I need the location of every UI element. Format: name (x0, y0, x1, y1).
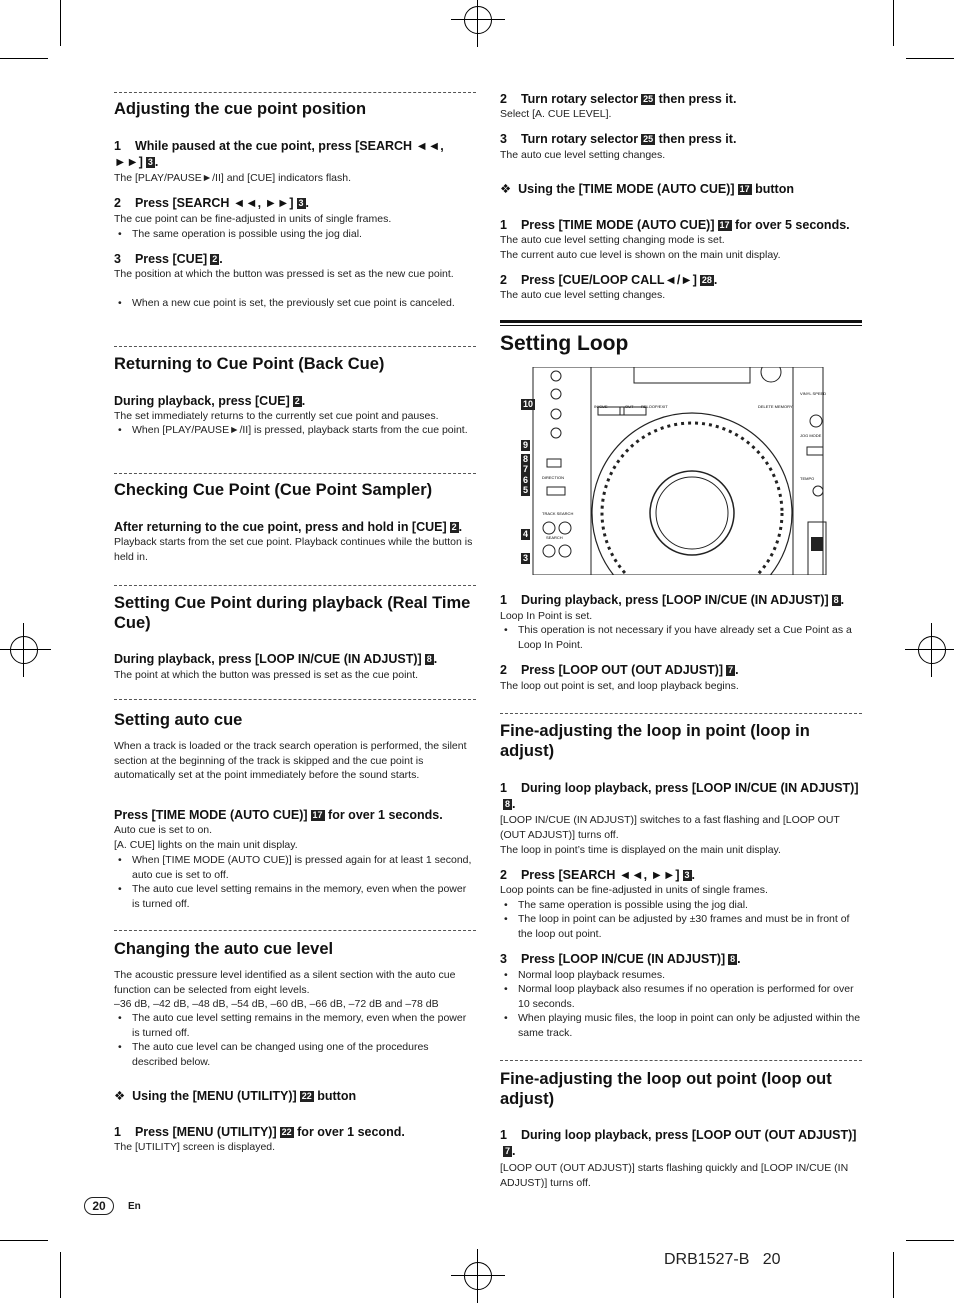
figure-callout: 4 (523, 529, 529, 539)
step-desc: The auto cue level setting changes. (500, 289, 666, 301)
paragraph: The acoustic pressure level identified as a silent section with the auto cue function can be selected from eight levels. (114, 969, 456, 996)
bullet: • When a new cue point is set, the previously set cue point is canceled. (114, 296, 476, 311)
svg-text:DELETE MEMORY: DELETE MEMORY (758, 404, 793, 409)
step-desc: The [PLAY/PAUSE►/II] and [CUE] indicators flash. (114, 172, 352, 184)
bullet: • The same operation is possible using the jog dial. (500, 898, 862, 913)
step-heading: Press [TIME MODE (AUTO CUE)] 17 for over 1 seconds. (114, 808, 443, 822)
document-code: DRB1527-B 20 (664, 1251, 781, 1268)
svg-text:IN/CUE: IN/CUE (594, 404, 608, 409)
page-number: 20 (84, 1197, 114, 1215)
step-desc: The current auto cue level is shown on the main unit display. (500, 249, 781, 261)
bullet: • The loop in point can be adjusted by ±30 frames and must be in front of the loop out point. (500, 912, 862, 941)
svg-text:TEMPO: TEMPO (800, 476, 815, 481)
section-title: Changing the auto cue level (114, 940, 334, 958)
registration-mark-bottom (464, 1262, 492, 1290)
step-heading: 3 Press [LOOP IN/CUE (IN ADJUST)] 8 . (500, 952, 741, 966)
step-desc: The loop in point’s time is displayed on the main unit display. (500, 844, 781, 856)
sub-heading: ❖ Using the [TIME MODE (AUTO CUE)] 17 button (500, 182, 794, 196)
figure-callout: 9 (523, 440, 529, 450)
device-figure (516, 367, 842, 575)
svg-text:TRACK SEARCH: TRACK SEARCH (542, 511, 574, 516)
step-desc: Loop In Point is set. (500, 610, 593, 622)
step-desc: The auto cue level setting changes. (500, 149, 666, 161)
step-desc: [LOOP OUT (OUT ADJUST)] starts flashing quickly and [LOOP IN/CUE (IN ADJUST)] turns off. (500, 1162, 849, 1189)
step-heading: 1 During loop playback, press [LOOP OUT (OUT ADJUST)]7 . (500, 1128, 857, 1158)
step-heading: 1 During loop playback, press [LOOP IN/CUE (IN ADJUST)]8 . (500, 781, 859, 811)
step-desc: The position at which the button was pressed is set as the new cue point. (114, 268, 454, 280)
svg-text:SEARCH: SEARCH (546, 535, 563, 540)
bullet: • When [TIME MODE (AUTO CUE)] is pressed again for at least 1 second, auto cue is set to off. (114, 853, 476, 882)
step-heading: 1 While paused at the cue point, press [SEARCH ◄◄, ►►] 3 . (114, 139, 444, 169)
section-title: Adjusting the cue point position (114, 100, 367, 118)
svg-text:VINYL SPEED: VINYL SPEED (800, 391, 827, 396)
step-heading: During playback, press [CUE] 2 . (114, 394, 306, 408)
step-desc: The point at which the button was pressed is set as the cue point. (114, 669, 419, 681)
step-desc: [LOOP IN/CUE (IN ADJUST)] switches to a fast flashing and [LOOP OUT (OUT ADJUST)] turns off. (500, 814, 840, 841)
step-heading: 2 Press [SEARCH ◄◄, ►►] 3 . (114, 196, 309, 210)
step-heading: 1 Press [MENU (UTILITY)] 22 for over 1 second. (114, 1125, 405, 1139)
figure-callout: 10 (523, 399, 534, 409)
step-desc: The auto cue level setting changing mode is set. (500, 234, 725, 246)
svg-text:RELOOP/EXIT: RELOOP/EXIT (641, 404, 668, 409)
step-desc: The cue point can be fine-adjusted in units of single frames. (114, 213, 392, 225)
step-desc: [A. CUE] lights on the main unit display. (114, 839, 298, 851)
step-heading: After returning to the cue point, press and hold in [CUE] 2 . (114, 520, 463, 534)
bullet: • The same operation is possible using the jog dial. (114, 227, 476, 242)
figure-callout: 7 (523, 464, 529, 474)
paragraph: When a track is loaded or the track search operation is performed, the silent section at the beginning of the track is skipped and the cue point is automatically set at the point immediately before the sound starts. (114, 740, 467, 781)
figure-callout: 5 (523, 485, 529, 495)
bullet: • Normal loop playback also resumes if no operation is performed for over 10 seconds. (500, 982, 862, 1011)
language-tag: En (128, 1201, 141, 1212)
svg-text:DIRECTION: DIRECTION (542, 475, 564, 480)
step-heading: 2 Turn rotary selector 25 then press it. (500, 92, 737, 106)
figure-callout: 3 (523, 553, 529, 563)
figure-callout: 6 (523, 475, 529, 485)
step-desc: Loop points can be fine-adjusted in units of single frames. (500, 884, 768, 896)
bullet: • Normal loop playback resumes. (500, 968, 862, 983)
step-heading: 2 Press [LOOP OUT (OUT ADJUST)] 7 . (500, 663, 739, 677)
step-heading: 1 Press [TIME MODE (AUTO CUE)] 17 for over 5 seconds. (500, 218, 850, 232)
registration-mark-right (918, 636, 946, 664)
svg-text:OUT: OUT (625, 404, 634, 409)
chapter-title: Setting Loop (500, 332, 629, 355)
bullet: • The auto cue level can be changed using one of the procedures described below. (114, 1040, 476, 1069)
step-heading: 3 Turn rotary selector 25 then press it. (500, 132, 737, 146)
section-title: Fine-adjusting the loop out point (loop out adjust) (500, 1070, 832, 1108)
section-title: Returning to Cue Point (Back Cue) (114, 355, 385, 373)
sub-heading: ❖ Using the [MENU (UTILITY)] 22 button (114, 1089, 357, 1103)
section-title: Setting auto cue (114, 711, 243, 729)
step-heading: 2 Press [SEARCH ◄◄, ►►] 3 . (500, 868, 695, 882)
section-title: Fine-adjusting the loop in point (loop in adjust) (500, 722, 810, 760)
step-desc: The loop out point is set, and loop playback begins. (500, 680, 739, 692)
step-heading: During playback, press [LOOP IN/CUE (IN ADJUST)] 8 . (114, 652, 438, 666)
step-desc: The set immediately returns to the currently set cue point and pauses. (114, 410, 439, 422)
section-title: Checking Cue Point (Cue Point Sampler) (114, 481, 433, 499)
cdj-panel-illustration (516, 367, 842, 575)
bullet: • This operation is not necessary if you have already set a Cue Point as a Loop In Point. (500, 623, 862, 652)
step-heading: 3 Press [CUE] 2 . (114, 252, 223, 266)
step-desc: Auto cue is set to on. (114, 824, 213, 836)
registration-mark-top (464, 6, 492, 34)
paragraph: –36 dB, –42 dB, –48 dB, –54 dB, –60 dB, –66 dB, –72 dB and –78 dB (114, 998, 439, 1010)
step-heading: 1 During playback, press [LOOP IN/CUE (IN ADJUST)] 8 . (500, 593, 845, 607)
figure-callout: 8 (523, 454, 529, 464)
svg-text:JOG MODE: JOG MODE (800, 433, 822, 438)
step-heading: 2 Press [CUE/LOOP CALL◄/►] 28 . (500, 273, 718, 287)
bullet: • The auto cue level setting remains in the memory, even when the power is turned off. (114, 1011, 476, 1040)
step-desc: The [UTILITY] screen is displayed. (114, 1141, 276, 1153)
bullet: • When playing music files, the loop in point can only be adjusted within the same track. (500, 1011, 862, 1040)
bullet: • When [PLAY/PAUSE►/II] is pressed, playback starts from the cue point. (114, 423, 476, 438)
section-title: Setting Cue Point during playback (Real Time Cue) (114, 594, 471, 632)
step-desc: Select [A. CUE LEVEL]. (500, 108, 612, 120)
step-desc: Playback starts from the set cue point. Playback continues while the button is held in. (114, 536, 473, 563)
bullet: • The auto cue level setting remains in the memory, even when the power is turned off. (114, 882, 476, 911)
registration-mark-left (10, 636, 38, 664)
